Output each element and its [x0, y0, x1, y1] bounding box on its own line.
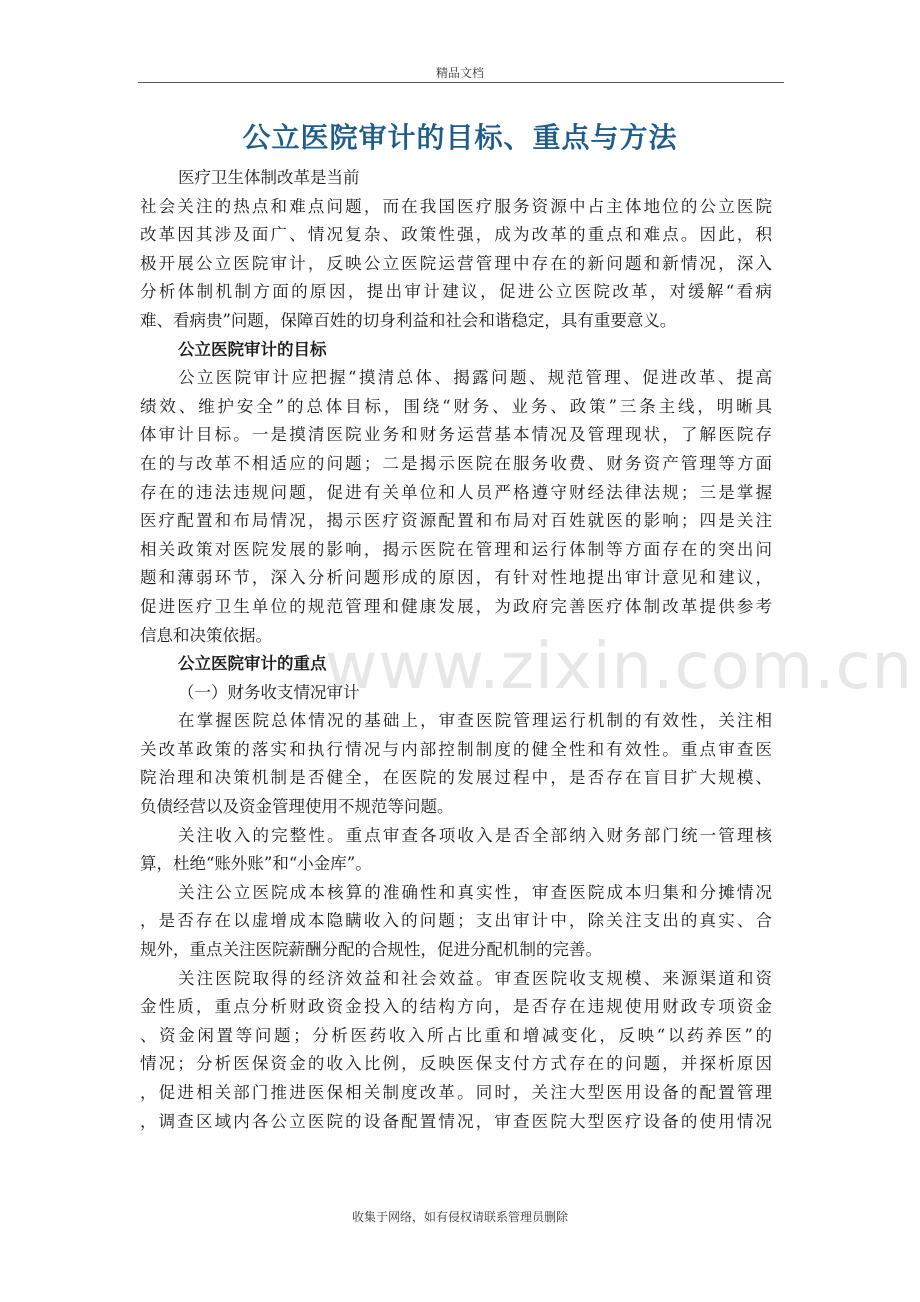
- text-line: 负债经营以及资金管理使用不规范等问题。: [140, 797, 454, 817]
- text-line: 在的与改革不相适应的问题；二是揭示医院在服务收费、财务资产管理等方面: [140, 453, 772, 473]
- text-line: 规外，重点关注医院薪酬分配的合规性，促进分配机制的完善。: [140, 940, 602, 960]
- watermark: www.zixin.com.cn: [325, 630, 914, 704]
- text-line: 医疗配置和布局情况，揭示医疗资源配置和布局对百姓就医的影响；四是关注: [140, 511, 772, 531]
- page-footer-label: 收集于网络，如有侵权请联系管理员删除: [351, 1210, 568, 1224]
- text-line: 改革因其涉及面广、情况复杂、政策性强，成为改革的重点和难点。因此，积: [140, 225, 772, 245]
- text-line: 关注收入的完整性。重点审查各项收入是否全部纳入财务部门统一管理核: [178, 825, 772, 845]
- text-line: 、资金闲置等问题；分析医药收入所占比重和增减变化，反映“以药养医”的: [140, 1025, 772, 1045]
- document-title: 公立医院审计的目标、重点与方法: [242, 121, 678, 154]
- text-line: 关注医院取得的经济效益和社会效益。审查医院收支规模、来源渠道和资: [178, 968, 772, 988]
- text-line: 相关政策对医院发展的影响，揭示医院在管理和运行体制等方面存在的突出问: [140, 539, 772, 559]
- text-line: 促进医疗卫生单位的规范管理和健康发展，为政府完善医疗体制改革提供参考: [140, 596, 772, 616]
- text-line: 关改革政策的落实和执行情况与内部控制制度的健全性和有效性。重点审查医: [140, 739, 772, 759]
- text-line: 绩效、维护安全”的总体目标，围绕“财务、业务、政策”三条主线，明晰具: [140, 396, 772, 416]
- text-line: 关注公立医院成本核算的准确性和真实性，审查医院成本归集和分摊情况: [178, 882, 772, 902]
- text-line: 在掌握医院总体情况的基础上，审查医院管理运行机制的有效性，关注相: [178, 711, 772, 731]
- text-line: 算，杜绝“账外账”和“小金库”。: [140, 854, 372, 874]
- text-line: 难、看病贵”问题，保障百姓的切身利益和社会和谐稳定，具有重要意义。: [140, 310, 677, 330]
- text-line: 金性质，重点分析财政资金投入的结构方向，是否存在违规使用财政专项资金: [140, 997, 772, 1017]
- text-line: 情况；分析医保资金的收入比例，反映医保支付方式存在的问题，并探析原因: [140, 1054, 772, 1074]
- text-line: ，是否存在以虚增成本隐瞒收入的问题；支出审计中，除关注支出的真实、合: [140, 911, 772, 931]
- text-line: 公立医院审计应把握“摸清总体、揭露问题、规范管理、促进改革、提高: [178, 368, 772, 388]
- header-divider: [138, 82, 784, 83]
- text-line: 极开展公立医院审计，反映公立医院运营管理中存在的新问题和新情况，深入: [140, 253, 772, 273]
- text-line: ，调查区域内各公立医院的设备配置情况，审查医院大型医疗设备的使用情况: [140, 1111, 772, 1131]
- text-line: 题和薄弱环节，深入分析问题形成的原因，有针对性地提出审计意见和建议，: [140, 568, 772, 588]
- text-line: 分析体制机制方面的原因，提出审计建议，促进公立医院改革，对缓解“看病: [140, 282, 772, 302]
- page-header-label: 精品文档: [435, 66, 484, 80]
- text-line: 信息和决策依据。: [140, 625, 272, 645]
- document-body: [140, 164, 772, 1136]
- subsection-heading: （一）财务收支情况审计: [178, 682, 360, 702]
- text-line: 存在的违法违规问题，促进有关单位和人员严格遵守财经法律法规；三是掌握: [140, 482, 772, 502]
- text-line: 体审计目标。一是摸清医院业务和财务运营基本情况及管理现状，了解医院存: [140, 425, 772, 445]
- text-line: 院治理和决策机制是否健全，在医院的发展过程中，是否存在盲目扩大规模、: [140, 768, 772, 788]
- section-heading: 公立医院审计的重点: [178, 654, 327, 674]
- section-heading: 公立医院审计的目标: [178, 339, 327, 359]
- text-line: ，促进相关部门推进医保相关制度改革。同时，关注大型医用设备的配置管理: [140, 1083, 772, 1102]
- text-line: 医疗卫生体制改革是当前: [178, 168, 360, 187]
- text-line: 社会关注的热点和难点问题，而在我国医疗服务资源中占主体地位的公立医院: [140, 196, 772, 216]
